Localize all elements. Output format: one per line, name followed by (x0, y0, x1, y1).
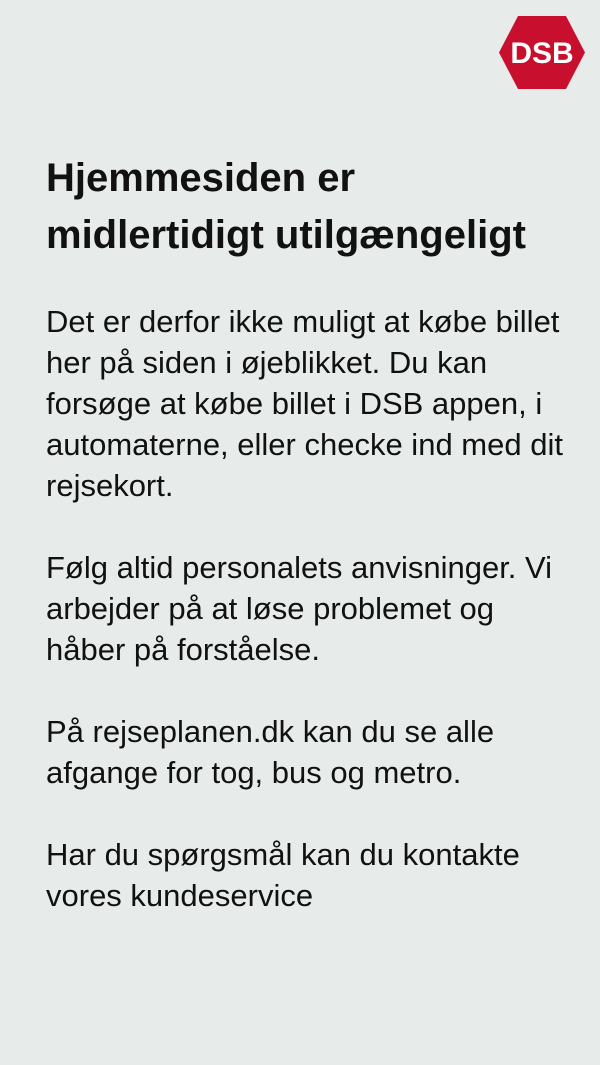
page-title: Hjemmesiden er midlertidigt utilgængeligt (46, 156, 526, 257)
info-paragraph-rejseplanen: På rejseplanen.dk kan du se alle afgange for tog, bus og metro. (46, 714, 495, 790)
dsb-logo (498, 15, 586, 90)
main-content (46, 150, 566, 916)
info-paragraph-kundeservice: Har du spørgsmål kan du kontakte vores kundeservice (46, 837, 520, 913)
logo-text: DSB (510, 37, 574, 70)
dsb-logo-icon (498, 15, 586, 90)
info-paragraph-personale: Følg altid personalets anvisninger. Vi arbejder på at løse problemet og håber på forståelse. (46, 550, 553, 667)
info-paragraph-billet: Det er derfor ikke muligt at købe billet her på siden i øjeblikket. Du kan forsøge at købe billet i DSB appen, i automaterne, eller checke ind med dit rejsekort. (46, 304, 563, 503)
